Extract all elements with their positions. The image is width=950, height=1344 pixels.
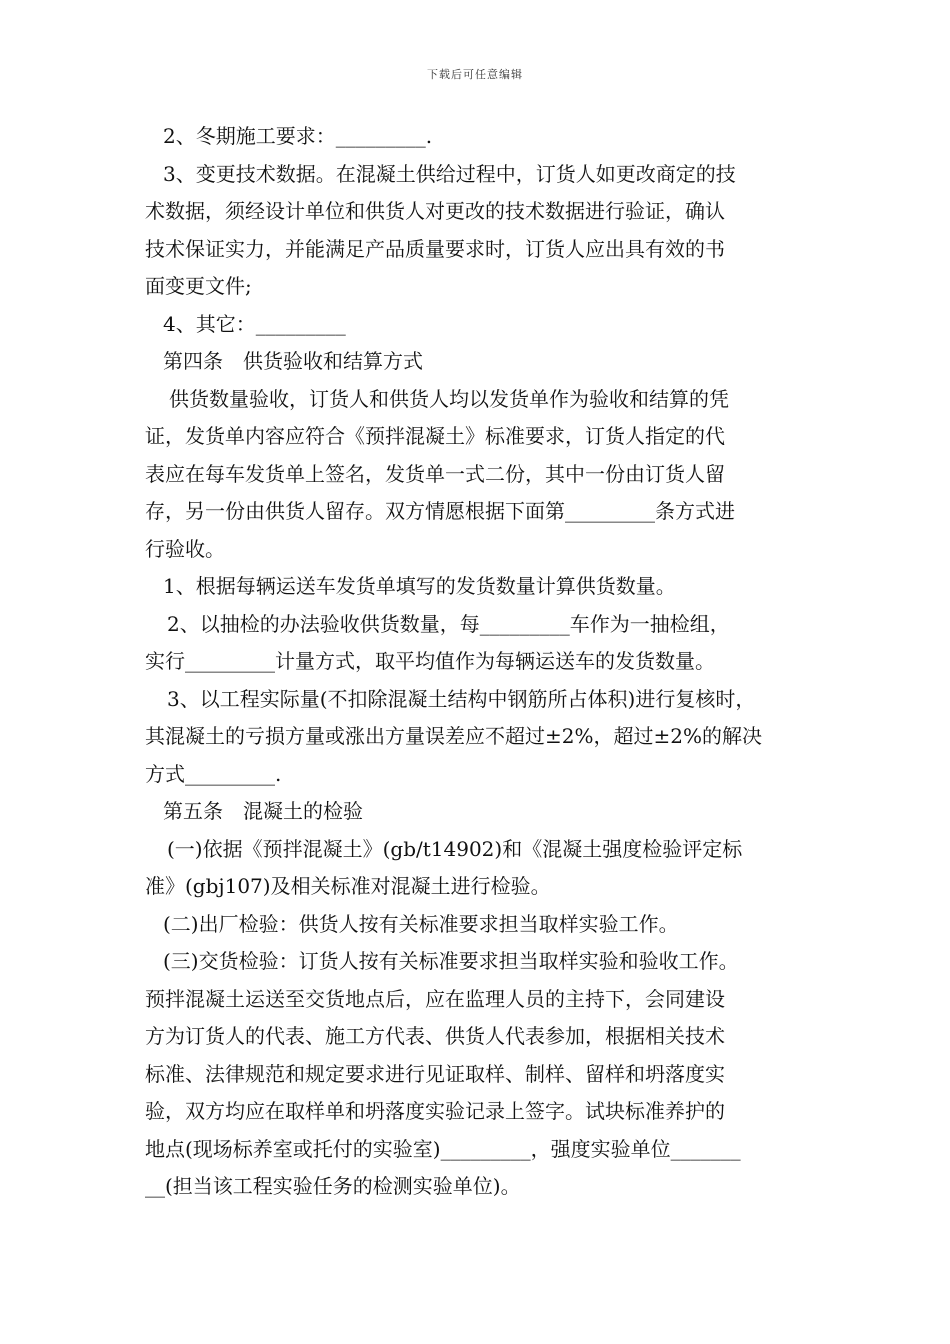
page-header: 下载后可任意编辑 [427, 68, 523, 81]
text-line: 2、以抽检的办法验收供货数量，每_________车作为一抽检组， [167, 611, 730, 636]
text-line: __(担当该工程实验任务的检测实验单位)。 [145, 1174, 521, 1198]
section-heading: 第四条 供货验收和结算方式 [163, 349, 423, 373]
text-line: 预拌混凝土运送至交货地点后，应在监理人员的主持下，会同建设 [145, 986, 725, 1011]
text-line: (一)依据《预拌混凝土》(gb/t14902)和《混凝土强度检验评定标 [167, 836, 743, 861]
text-line: 2、冬期施工要求：_________. [163, 124, 433, 148]
text-line: 其混凝土的亏损方量或涨出方量误差应不超过±2%，超过±2%的解决 [145, 724, 762, 748]
text-line: 3、以工程实际量(不扣除混凝土结构中钢筋所占体积)进行复核时， [167, 686, 756, 711]
text-line: 方为订货人的代表、施工方代表、供货人代表参加，根据相关技术 [145, 1024, 725, 1048]
text-line: 供货数量验收，订货人和供货人均以发货单作为验收和结算的凭 [169, 386, 729, 411]
text-line: 1、根据每辆运送车发货单填写的发货数量计算供货数量。 [163, 574, 676, 598]
text-line: 证，发货单内容应符合《预拌混凝土》标准要求，订货人指定的代 [145, 424, 725, 448]
text-line: 术数据，须经设计单位和供货人对更改的技术数据进行验证，确认 [145, 199, 725, 223]
text-line: 技术保证实力，并能满足产品质量要求时，订货人应出具有效的书 [145, 236, 725, 261]
text-line: 表应在每车发货单上签名，发货单一式二份，其中一份由订货人留 [145, 461, 725, 486]
text-line: 存，另一份由供货人留存。双方情愿根据下面第_________条方式进 [145, 499, 735, 523]
text-line: 实行_________计量方式，取平均值作为每辆运送车的发货数量。 [145, 649, 715, 673]
text-line: 准》(gbj107)及相关标准对混凝土进行检验。 [145, 874, 551, 898]
text-line: (二)出厂检验：供货人按有关标准要求担当取样实验工作。 [163, 911, 679, 936]
text-line: 3、变更技术数据。在混凝土供给过程中，订货人如更改商定的技 [163, 161, 736, 186]
document-body [145, 118, 810, 1206]
text-line: 面变更文件; [145, 274, 252, 298]
text-line: (三)交货检验：订货人按有关标准要求担当取样实验和验收工作。 [163, 949, 739, 973]
text-line: 4、其它：_________ [163, 311, 346, 336]
text-line: 地点(现场标养室或托付的实验室)_________，强度实验单位_______ [145, 1136, 741, 1161]
text-line: 方式_________. [145, 761, 282, 786]
text-line: 验，双方均应在取样单和坍落度实验记录上签字。试块标准养护的 [145, 1099, 725, 1123]
section-heading: 第五条 混凝土的检验 [163, 799, 363, 823]
text-line: 标准、法律规范和规定要求进行见证取样、制样、留样和坍落度实 [145, 1061, 725, 1086]
text-line: 行验收。 [145, 536, 225, 561]
